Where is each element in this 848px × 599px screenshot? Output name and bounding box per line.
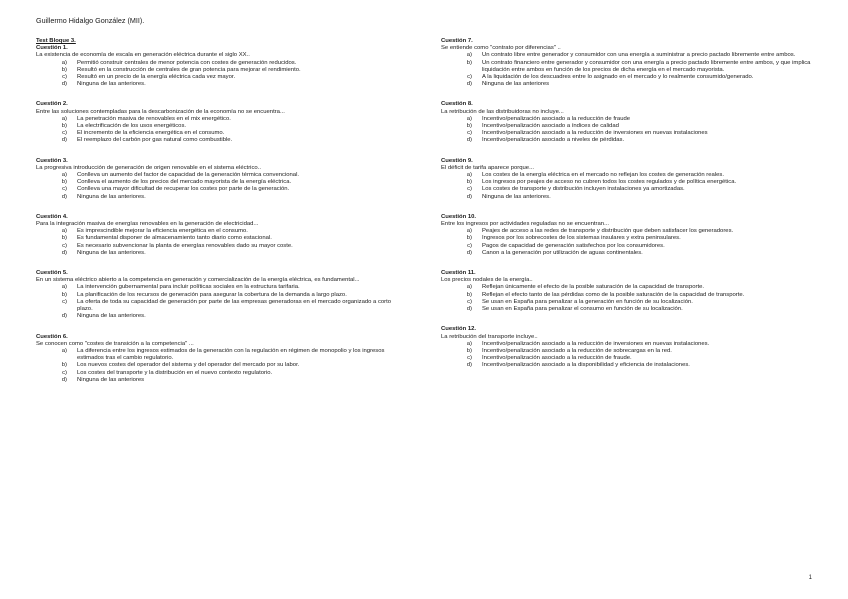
author-header: Guillermo Hidalgo González (MII). [36, 16, 145, 25]
right-question-list [441, 38, 813, 370]
question-title: Cuestión 4. [36, 213, 68, 220]
answer-option [36, 284, 408, 291]
option-letter: a) [466, 340, 472, 347]
option-text: La oferta de toda su capacidad de generación por parte de las empresas generadoras en el mercado organizado a corto plazo. [77, 298, 392, 313]
question-title: Cuestión 11. [441, 270, 476, 277]
option-letter: d) [466, 137, 472, 144]
option-text: Los costes de la energía eléctrica en el mercado no reflejan los costes de generación reales. [482, 172, 724, 179]
question-block [441, 101, 813, 144]
option-text: Incentivo/penalización asociado a la reducción de fraude. [482, 355, 632, 362]
option-letter: b) [61, 123, 67, 130]
option-text: Los ingresos por peajes de acceso no cubren todos los costes regulados y de política energética. [482, 179, 737, 186]
page-number: 1 [808, 575, 812, 581]
question-block [36, 101, 408, 144]
option-letter: b) [466, 59, 472, 66]
option-letter: b) [61, 362, 67, 369]
right-column [441, 38, 813, 383]
answer-option [441, 179, 813, 186]
option-letter: c) [62, 298, 67, 305]
option-letter: c) [62, 369, 67, 376]
answer-option [36, 123, 408, 130]
answer-option [36, 60, 408, 67]
question-block [441, 326, 813, 369]
option-text: Ninguna de las anteriores. [77, 313, 146, 320]
option-text: Ninguna de las anteriores. [77, 81, 146, 88]
option-text: Los nuevos costes del operador del sistema y del operador del mercado por su labor. [77, 362, 300, 369]
option-letter: c) [62, 74, 67, 81]
answer-option [441, 81, 813, 88]
answer-option [36, 370, 408, 377]
question-title: Cuestión 6. [36, 333, 68, 340]
option-text: La penetración masiva de renovables en el mix energético. [77, 115, 231, 122]
answer-option [441, 341, 813, 348]
option-text: Permitió construir centrales de menor potencia con costes de generación reducidos. [77, 59, 297, 66]
option-text: Es imprescindible mejorar la eficiencia energética en el consumo. [77, 228, 248, 235]
option-letter: c) [62, 186, 67, 193]
option-letter: a) [466, 172, 472, 179]
option-letter: b) [466, 235, 472, 242]
option-text: Ninguna de las anteriores [482, 81, 550, 88]
answer-option [36, 81, 408, 88]
answer-option [36, 313, 408, 320]
answer-option [36, 130, 408, 137]
answer-option [36, 67, 408, 74]
option-letter: b) [61, 235, 67, 242]
option-text: Resultó en un precio de la energía eléctrica cada vez mayor. [77, 74, 236, 81]
option-text: Ninguna de las anteriores. [77, 249, 146, 256]
option-text: Incentivo/penalización asociado a la reducción de fraude [482, 115, 631, 122]
question-block [441, 38, 813, 88]
answer-option [36, 186, 408, 193]
answer-option [441, 284, 813, 291]
option-letter: b) [466, 179, 472, 186]
question-stem: Los precios nodales de la energía.. [441, 277, 533, 284]
option-letter: c) [467, 298, 472, 305]
answer-option [36, 116, 408, 123]
option-text: Se usan en España para penalizar el consumo en función de su localización. [482, 306, 683, 313]
option-letter: c) [62, 242, 67, 249]
answer-option [441, 60, 813, 74]
answer-option [441, 235, 813, 242]
option-letter: a) [466, 115, 472, 122]
option-letter: c) [467, 242, 472, 249]
answer-option [36, 74, 408, 81]
option-text: Ninguna de las anteriores. [482, 193, 551, 200]
option-text: Ninguna de las anteriores [77, 376, 145, 383]
option-text: El reemplazo del carbón por gas natural como combustible. [77, 137, 233, 144]
question-block [441, 158, 813, 201]
question-title: Cuestión 8. [441, 101, 473, 108]
question-title: Cuestión 10. [441, 213, 477, 220]
answer-option [441, 74, 813, 81]
answer-option [441, 250, 813, 257]
answer-option [36, 299, 408, 313]
option-letter: d) [466, 362, 472, 369]
option-text: Ingresos por los sobrecostes de los sistemas insulares y extra peninsulares. [482, 235, 681, 242]
option-letter: b) [61, 66, 67, 73]
question-stem: Se conocen como "costes de transición a la competencia" ... [36, 340, 194, 347]
answer-option [441, 348, 813, 355]
answer-option [36, 362, 408, 369]
option-text: Incentivo/penalización asociado a la reducción de inversiones en nuevas instalaciones. [482, 340, 710, 347]
option-letter: c) [467, 130, 472, 137]
option-letter: a) [61, 172, 67, 179]
answer-option [36, 348, 408, 362]
option-text: Incentivo/penalización asociado a la reducción de inversiones en nuevas instalaciones [482, 130, 708, 137]
option-text: El incremento de la eficiencia energética en el consumo. [77, 130, 225, 137]
option-text: Resultó en la construcción de centrales de gran potencia para mejorar el rendimiento. [77, 66, 301, 73]
option-letter: a) [466, 228, 472, 235]
option-letter: d) [61, 193, 67, 200]
question-title: Cuestión 5. [36, 270, 68, 277]
answer-option [441, 194, 813, 201]
answer-option [36, 179, 408, 186]
option-text: La diferencia entre los ingresos estimados de la generación con la regulación en régimen de monopolio y los ingresos estimados tras el cambio regulatorio. [77, 347, 385, 362]
option-letter: a) [61, 115, 67, 122]
option-letter: c) [62, 130, 67, 137]
answer-option [36, 228, 408, 235]
answer-option [441, 116, 813, 123]
answer-option [441, 137, 813, 144]
answer-option [36, 292, 408, 299]
option-text: Incentivo/penalización asociado a la disponibilidad y eficiencia de instalaciones. [482, 362, 690, 369]
question-stem: La existencia de economía de escala en generación eléctrica durante el siglo XX.. [36, 52, 250, 59]
question-block [441, 270, 813, 313]
left-question-list [36, 45, 408, 384]
option-letter: d) [466, 193, 472, 200]
answer-option [36, 250, 408, 257]
question-title: Cuestión 12. [441, 326, 477, 333]
answer-option [36, 243, 408, 250]
answer-option [441, 130, 813, 137]
option-text: A la liquidación de los descuadres entre lo asignado en el mercado y lo realmente consumido/generado. [482, 74, 754, 81]
option-text: Es necesario subvencionar la planta de energías renovables dado su mayor coste. [77, 242, 293, 249]
option-text: Peajes de acceso a las redes de transporte y distribución que deben satisfacer los generadores. [482, 228, 734, 235]
answer-option [441, 292, 813, 299]
answer-option [441, 186, 813, 193]
option-text: Se usan en España para penalizar a la generación en función de su localización. [482, 298, 693, 305]
option-letter: a) [466, 52, 472, 59]
answer-option [441, 172, 813, 179]
option-letter: a) [466, 284, 472, 291]
option-letter: c) [467, 74, 472, 81]
option-letter: d) [466, 306, 472, 313]
option-text: Conlleva un aumento del factor de capacidad de la generación térmica convencional. [77, 172, 300, 179]
question-title: Cuestión 9. [441, 157, 473, 164]
question-title: Cuestión 1. [36, 45, 68, 52]
question-block [36, 214, 408, 257]
question-stem: La retribución de las distribuidoras no incluye... [441, 108, 564, 115]
answer-option [441, 123, 813, 130]
option-text: Ninguna de las anteriores. [77, 193, 146, 200]
option-letter: d) [61, 376, 67, 383]
option-letter: b) [61, 179, 67, 186]
option-text: Los costes de transporte y distribución incluyen instalaciones ya amortizadas. [482, 186, 685, 193]
option-text: Incentivo/penalización asociado a índices de calidad [482, 123, 619, 130]
option-text: Conlleva una mayor dificultad de recuperar los costes por parte de la generación. [77, 186, 290, 193]
option-text: Pagos de capacidad de generación satisfechos por los consumidores. [482, 242, 665, 249]
option-text: Incentivo/penalización asociado a la reducción de sobrecargas en la red. [482, 347, 672, 354]
option-letter: d) [61, 137, 67, 144]
answer-option [441, 362, 813, 369]
question-stem: Entre las soluciones contempladas para la descarbonización de la economía no se encuentra... [36, 108, 285, 115]
question-block [36, 270, 408, 320]
option-letter: a) [61, 284, 67, 291]
option-text: Los costes del transporte y la distribución en el nuevo contexto regulatorio. [77, 369, 273, 376]
option-letter: c) [467, 355, 472, 362]
option-text: Conlleva el aumento de los precios del mercado mayorista de la energía eléctrica. [77, 179, 292, 186]
question-stem: La retribución del transporte incluye.. [441, 333, 538, 340]
question-block [441, 214, 813, 257]
answer-option [441, 299, 813, 306]
option-text: Un contrato financiero entre generador y consumidor con una energía a precio pactado libremente entre ambos, y que implica liquidación entre ambos en función de los precios de dicha energía en el mercado mayorista. [482, 59, 811, 73]
answer-option [441, 355, 813, 362]
question-title: Cuestión 3. [36, 157, 68, 164]
option-text: Un contrato libre entre generador y consumidor con una energía a suministrar a precio pactado libremente entre ambos. [482, 52, 796, 59]
question-block [36, 158, 408, 201]
question-block [36, 334, 408, 384]
option-text: Es fundamental disponer de almacenamiento tanto diario como estacional. [77, 235, 272, 242]
option-text: La planificación de los recursos de generación para asegurar la cobertura de la demanda a largo plazo. [77, 291, 347, 298]
answer-option [441, 52, 813, 59]
question-stem: Se entiende como "contrato por diferencias" .. [441, 45, 561, 52]
option-letter: b) [466, 123, 472, 130]
answer-option [441, 228, 813, 235]
test-title: Test Bloque 3. [36, 38, 76, 44]
option-text: Incentivo/penalización asociado a niveles de pérdidas. [482, 137, 625, 144]
question-block [36, 45, 408, 88]
answer-option [36, 137, 408, 144]
option-letter: d) [61, 81, 67, 88]
option-text: Reflejan únicamente el efecto de la posible saturación de la capacidad de transporte. [482, 284, 705, 291]
option-text: Canon a la generación por utilización de aguas continentales. [482, 249, 643, 256]
question-stem: La progresiva introducción de generación de origen renovable en el sistema eléctrico.. [36, 164, 261, 171]
answer-option [36, 194, 408, 201]
option-letter: a) [61, 59, 67, 66]
left-column [36, 38, 408, 397]
question-stem: Para la integración masiva de energías renovables en la generación de electricidad... [36, 221, 259, 228]
option-letter: b) [466, 347, 472, 354]
question-stem: Entre los ingresos por actividades reguladas no se encuentran... [441, 221, 609, 228]
question-title: Cuestión 7. [441, 38, 473, 44]
answer-option [36, 172, 408, 179]
answer-option [36, 377, 408, 384]
question-title: Cuestión 2. [36, 101, 68, 108]
option-letter: b) [61, 291, 67, 298]
option-letter: d) [61, 313, 67, 320]
option-letter: d) [61, 249, 67, 256]
question-stem: El déficit de tarifa aparece porque... [441, 164, 534, 171]
question-stem: En un sistema eléctrico abierto a la competencia en generación y comercialización de la energía eléctrica, es fundamental... [36, 277, 360, 284]
option-text: La electrificación de los usos energéticos. [77, 123, 187, 130]
answer-option [441, 306, 813, 313]
option-letter: d) [466, 81, 472, 88]
option-text: La intervención gubernamental para incluir políticas sociales en la estructura tarifaria. [77, 284, 300, 291]
answer-option [36, 235, 408, 242]
option-letter: a) [61, 228, 67, 235]
option-letter: c) [467, 186, 472, 193]
option-letter: d) [466, 249, 472, 256]
option-text: Reflejan el efecto tanto de las pérdidas como de la posible saturación de la capacidad de transporte. [482, 291, 745, 298]
answer-option [441, 243, 813, 250]
option-letter: b) [466, 291, 472, 298]
option-letter: a) [61, 347, 67, 354]
